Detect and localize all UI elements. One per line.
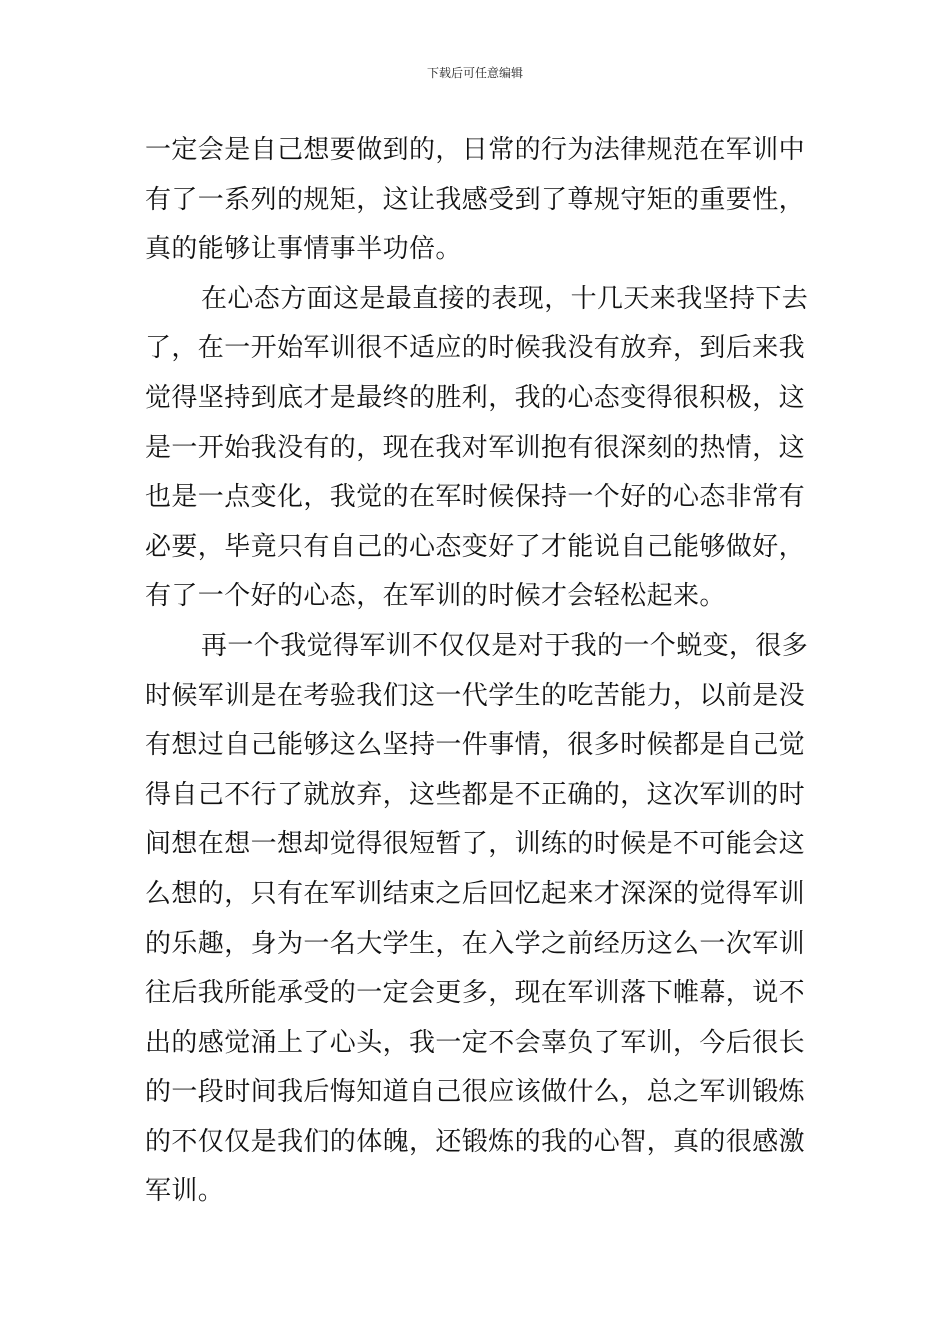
text-line: 么想的，只有在军训结束之后回忆起来才深深的觉得军训 — [145, 878, 806, 909]
text-line: 往后我所能承受的一定会更多，现在军训落下帷幕，说不 — [145, 978, 806, 1009]
page-header: 下载后可任意编辑 — [426, 66, 523, 80]
text-line: 的一段时间我后悔知道自己很应该做什么，总之军训锻炼 — [145, 1077, 806, 1108]
text-line: 的乐趣，身为一名大学生，在入学之前经历这么一次军训 — [145, 928, 806, 959]
text-line: 得自己不行了就放弃，这些都是不正确的，这次军训的时 — [145, 779, 806, 810]
text-line: 军训。 — [145, 1176, 225, 1207]
text-line: 在心态方面这是最直接的表现，十几天来我坚持下去 — [201, 283, 809, 314]
text-line: 出的感觉涌上了心头，我一定不会辜负了军训，今后很长 — [145, 1027, 806, 1058]
text-line: 再一个我觉得军训不仅仅是对于我的一个蜕变，很多 — [201, 630, 809, 661]
text-line: 间想在想一想却觉得很短暂了，训练的时候是不可能会这 — [145, 829, 806, 860]
text-line: 必要，毕竟只有自己的心态变好了才能说自己能够做好， — [145, 531, 806, 562]
text-line: 的不仅仅是我们的体魄，还锻炼的我的心智，真的很感激 — [145, 1126, 806, 1157]
text-line: 觉得坚持到底才是最终的胜利，我的心态变得很积极，这 — [145, 382, 806, 413]
body-text — [145, 126, 809, 1217]
text-line: 也是一点变化，我觉的在军时候保持一个好的心态非常有 — [145, 482, 806, 513]
text-line: 了，在一开始军训很不适应的时候我没有放弃，到后来我 — [145, 333, 806, 364]
text-line: 有了一个好的心态，在军训的时候才会轻松起来。 — [145, 581, 726, 612]
text-line: 一定会是自己想要做到的，日常的行为法律规范在军训中 — [145, 135, 806, 165]
text-line: 有想过自己能够这么坚持一件事情，很多时候都是自己觉 — [145, 730, 806, 761]
text-line: 有了一系列的规矩，这让我感受到了尊规守矩的重要性， — [145, 184, 806, 215]
text-line: 是一开始我没有的，现在我对军训抱有很深刻的热情，这 — [145, 432, 806, 463]
text-line: 时候军训是在考验我们这一代学生的吃苦能力，以前是没 — [145, 680, 806, 711]
text-line: 真的能够让事情事半功倍。 — [145, 234, 462, 265]
